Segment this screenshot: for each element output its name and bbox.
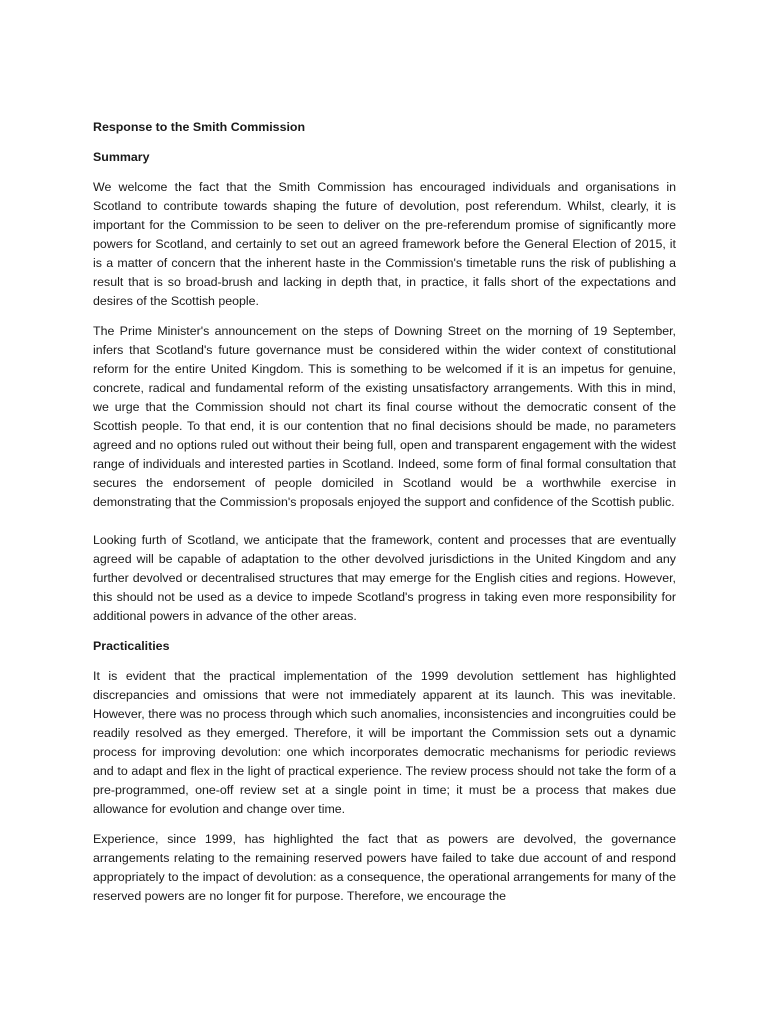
summary-paragraph-1: We welcome the fact that the Smith Commission has encouraged individuals and organisations in Scotland to contribute towards shaping the future of devolution, post referendum. Whilst, clearly, it is important for the Commission to be seen to deliver on the pre-referendum promise of significantly more powers for Scotland, and certainly to set out an agreed framework before the General Election of 2015, it is a matter of concern that the inherent haste in the Commission's timetable runs the risk of publishing a result that is so broad-brush and lacking in depth that, in practice, it falls short of the expectations and desires of the Scottish people. xyxy=(93,180,676,308)
section-heading-summary: Summary xyxy=(93,150,150,164)
practicalities-paragraph-1: It is evident that the practical implementation of the 1999 devolution settlement has highlighted discrepancies and omissions that were not immediately apparent at its launch. This was inevitable. However, there was no process through which such anomalies, inconsistencies and incongruities could be readily resolved as they emerged. Therefore, it will be important the Commission sets out a dynamic process for improving devolution: one which incorporates democratic mechanisms for periodic reviews and to adapt and flex in the light of practical experience. The review process should not take the form of a pre-programmed, one-off review set at a single point in time; it must be a process that makes due allowance for evolution and change over time. xyxy=(93,669,676,816)
section-heading-practicalities: Practicalities xyxy=(93,639,170,653)
document-page xyxy=(93,118,676,917)
summary-paragraph-2: The Prime Minister's announcement on the steps of Downing Street on the morning of 19 September, infers that Scotland's future governance must be considered within the wider context of constitutional reform for the entire United Kingdom. This is something to be welcomed if it is an impetus for genuine, concrete, radical and fundamental reform of the existing unsatisfactory arrangements. With this in mind, we urge that the Commission should not chart its final course without the democratic consent of the Scottish people. To that end, it is our contention that no final decisions should be made, no parameters agreed and no options ruled out without their being full, open and transparent engagement with the widest range of individuals and interested parties in Scotland. Indeed, some form of final formal consultation that secures the endorsement of people domiciled in Scotland would be a worthwhile exercise in demonstrating that the Commission's proposals enjoyed the support and confidence of the Scottish public. xyxy=(93,324,676,509)
document-title: Response to the Smith Commission xyxy=(93,120,306,134)
summary-paragraph-3: Looking furth of Scotland, we anticipate that the framework, content and processes that are eventually agreed will be capable of adaptation to the other devolved jurisdictions in the United Kingdom and any further devolved or decentralised structures that may emerge for the English cities and regions. However, this should not be used as a device to impede Scotland's progress in taking even more responsibility for additional powers in advance of the other areas. xyxy=(93,533,676,623)
practicalities-paragraph-2: Experience, since 1999, has highlighted the fact that as powers are devolved, the governance arrangements relating to the remaining reserved powers have failed to take due account of and respond appropriately to the impact of devolution: as a consequence, the operational arrangements for many of the reserved powers are no longer fit for purpose. Therefore, we encourage the xyxy=(93,832,676,903)
